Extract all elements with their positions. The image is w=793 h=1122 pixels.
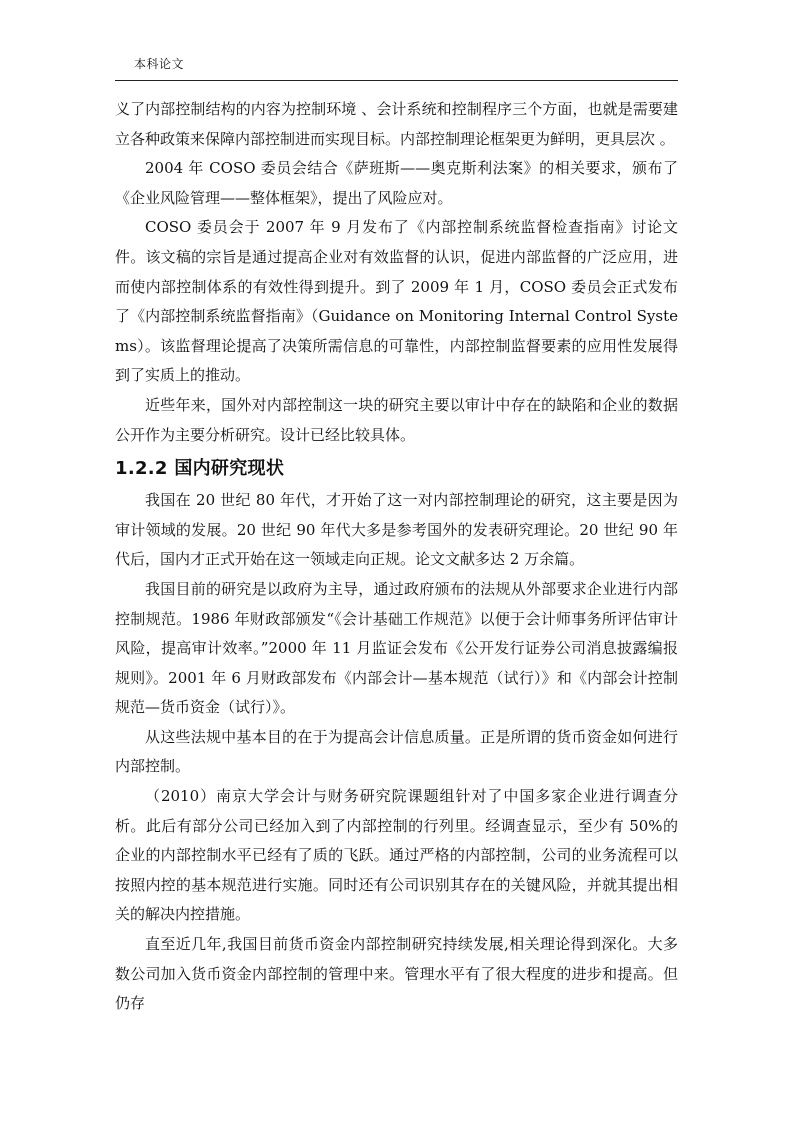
paragraph: （2010）南京大学会计与财务研究院课题组针对了中国多家企业进行调查分析。此后有部分公司已经加入到了内部控制的行列里。经调查显示，至少有 50%的企业的内部控制水平已经有了质的飞跃。通过严格的内部控制，公司的业务流程可以按照内控的基本规范进行实施。同时还有公司识别其存在的关键风险，并就其提出相关的解决内控措施。 [115, 787, 678, 924]
page-header: 本科论文 [134, 57, 185, 71]
paragraph: 我国在 20 世纪 80 年代，才开始了这一对内部控制理论的研究，这主要是因为审计领域的发展。20 世纪 90 年代大多是参考国外的发表研究理论。20 世纪 90 年代后，国内才正式开始在这一领域走向正规。论文文献多达 2 万余篇。 [115, 491, 678, 569]
paragraph: COSO 委员会于 2007 年 9 月发布了《内部控制系统监督检查指南》讨论文件。该文稿的宗旨是通过提高企业对有效监督的认识，促进内部监督的广泛应用，进而使内部控制体系的有效性得到提升。到了 2009 年 1 月，COSO 委员会正式发布了《内部控制系统监督指南》（Guidance on Monitoring Internal Control Systems）。该监督理论提高了决策所需信息的可靠性，内部控制监督要素的应用性发展得到了实质上的推动。 [115, 218, 678, 385]
header-rule [115, 80, 678, 81]
paragraph: 2004 年 COSO 委员会结合《萨班斯——奥克斯利法案》的相关要求，颁布了《企业风险管理——整体框架》，提出了风险应对。 [115, 159, 678, 207]
section-heading: 1.2.2 国内研究现状 [115, 458, 285, 480]
paragraph: 我国目前的研究是以政府为主导，通过政府颁布的法规从外部要求企业进行内部控制规范。1986 年财政部颁发“《会计基础工作规范》以便于会计师事务所评估审计风险，提高审计效率。”2000 年 11 月监证会发布《公开发行证券公司消息披露编报规则》。2001 年 6 月财政部发布《内部会计—基本规范（试行）》和《内部会计控制规范—货币资金（试行）》。 [115, 579, 678, 717]
body-text [115, 95, 678, 1019]
paragraph: 义了内部控制结构的内容为控制环境 、会计系统和控制程序三个方面，也就是需要建立各种政策来保障内部控制进而实现目标。内部控制理论框架更为鲜明，更具层次 。 [115, 100, 678, 148]
paragraph: 从这些法规中基本目的在于为提高会计信息质量。正是所谓的货币资金如何进行内部控制。 [115, 727, 678, 776]
paragraph: 直至近几年,我国目前货币资金内部控制研究持续发展,相关理论得到深化。大多数公司加入货币资金内部控制的管理中来。管理水平有了很大程度的进步和提高。但仍存 [115, 935, 678, 1013]
paragraph: 近些年来，国外对内部控制这一块的研究主要以审计中存在的缺陷和企业的数据公开作为主要分析研究。设计已经比较具体。 [115, 395, 678, 444]
